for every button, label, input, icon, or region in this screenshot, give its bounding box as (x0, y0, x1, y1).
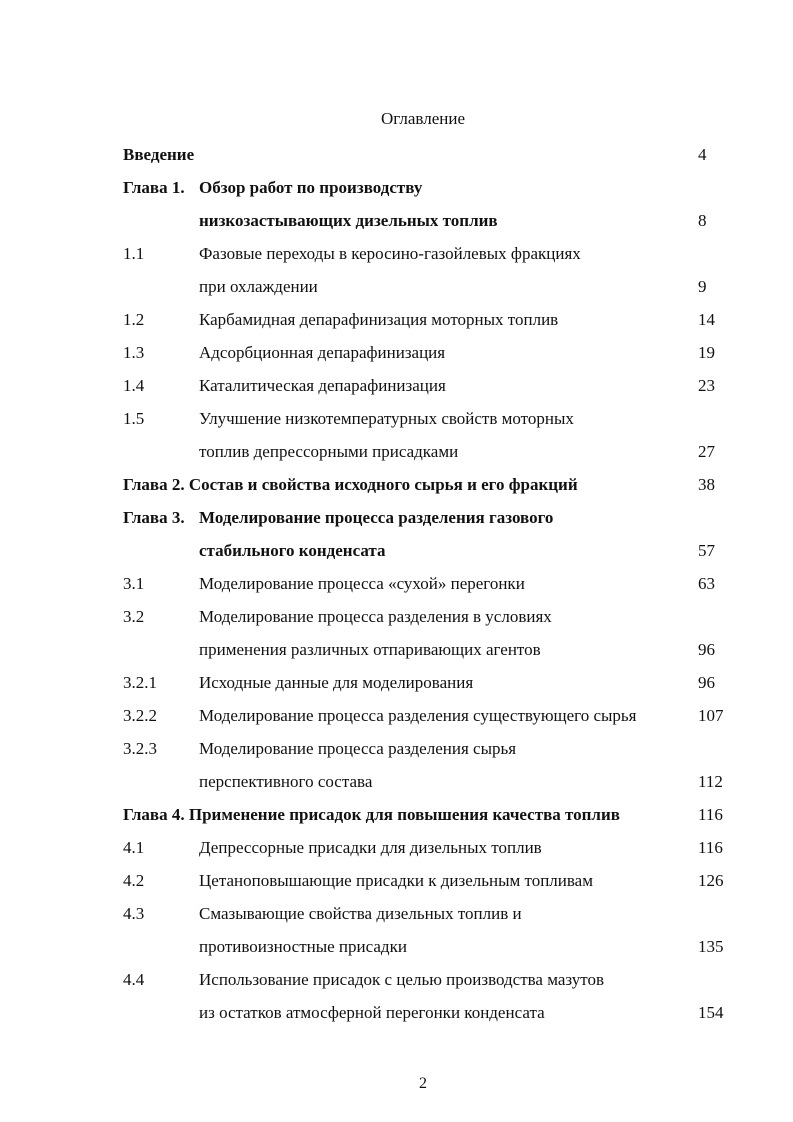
toc-section-4-2 (123, 864, 743, 897)
toc-section-1-5-cont (123, 435, 743, 468)
toc-chapter-title: Обзор работ по производству (199, 178, 423, 197)
toc-section-title: Моделирование процесса «сухой» перегонки (199, 574, 525, 593)
toc-section-number: 3.2 (123, 607, 145, 626)
toc-section-title-cont: применения различных отпаривающих агентов (199, 640, 541, 659)
toc-section-title: Карбамидная депарафинизация моторных топлив (199, 310, 559, 329)
toc-entry-page: 96 (698, 640, 715, 659)
page-number: 2 (419, 1075, 427, 1092)
toc-section-number: 1.3 (123, 343, 145, 362)
toc-section-number: 4.3 (123, 904, 145, 923)
toc-section-title: Фазовые переходы в керосино-газойлевых фракциях (199, 244, 581, 263)
toc-chapter-4 (123, 798, 743, 831)
toc-section-1-1 (123, 237, 743, 270)
toc-section-title: Исходные данные для моделирования (199, 673, 474, 692)
toc-section-title: Адсорбционная депарафинизация (199, 343, 446, 362)
toc-chapter-label: Глава 3. (123, 508, 185, 527)
toc-section-title-cont: противоизностные присадки (199, 937, 407, 956)
toc-entry-page: 27 (698, 442, 715, 461)
toc-section-title: Моделирование процесса разделения в условиях (199, 607, 552, 626)
toc-section-title: Использование присадок с целью производства мазутов (199, 970, 604, 989)
toc-entry-page: 38 (698, 475, 715, 494)
toc-section-1-5 (123, 402, 743, 435)
toc-section-title: Моделирование процесса разделения сырья (199, 739, 517, 758)
toc-section-number: 3.2.3 (123, 739, 157, 758)
toc-entry-page: 4 (698, 145, 707, 164)
toc-chapter-label: Глава 1. (123, 178, 185, 197)
toc-entry-page: 19 (698, 343, 715, 362)
toc-entry-page: 135 (698, 937, 724, 956)
toc-entry-text: Введение (123, 145, 195, 164)
toc-section-number: 4.4 (123, 970, 145, 989)
toc-entry-page: 126 (698, 871, 724, 890)
toc-section-4-3-cont (123, 930, 743, 963)
toc-entry-page: 107 (698, 706, 724, 725)
toc-entry-page: 63 (698, 574, 715, 593)
toc-section-3-1 (123, 567, 743, 600)
toc-section-title-cont: топлив депрессорными присадками (199, 442, 459, 461)
toc-section-title: Улучшение низкотемпературных свойств моторных (199, 409, 574, 428)
toc-entry-page: 96 (698, 673, 715, 692)
toc-chapter-3-cont (123, 534, 743, 567)
toc-chapter-title: Глава 4. Применение присадок для повышения качества топлив (123, 805, 620, 824)
toc-chapter-1 (123, 171, 743, 204)
toc-section-3-2-cont (123, 633, 743, 666)
toc-section-number: 3.2.1 (123, 673, 157, 692)
toc-section-title: Цетаноповышающие присадки к дизельным топливам (199, 871, 593, 890)
toc-chapter-title-cont: стабильного конденсата (199, 541, 386, 560)
toc-entry-page: 154 (698, 1003, 724, 1022)
toc-chapter-title-cont: низкозастывающих дизельных топлив (199, 211, 498, 230)
toc-section-title: Моделирование процесса разделения существующего сырья (199, 706, 637, 725)
toc-entry-page: 116 (698, 838, 723, 857)
toc-section-number: 1.2 (123, 310, 145, 329)
toc-section-1-1-cont (123, 270, 743, 303)
toc-section-title-cont: при охлаждении (199, 277, 318, 296)
toc-section-3-2-1 (123, 666, 743, 699)
toc-section-title: Депрессорные присадки для дизельных топлив (199, 838, 542, 857)
toc-chapter-title: Глава 2. Состав и свойства исходного сырья и его фракций (123, 475, 578, 494)
toc-section-1-3 (123, 336, 743, 369)
page-title: Оглавление (381, 109, 465, 128)
toc-chapter-2 (123, 468, 743, 501)
toc-section-number: 1.1 (123, 244, 145, 263)
toc-section-title: Каталитическая депарафинизация (199, 376, 446, 395)
toc-section-4-1 (123, 831, 743, 864)
toc-section-3-2-2 (123, 699, 743, 732)
toc-section-4-4 (123, 963, 743, 996)
toc-entry-page: 14 (698, 310, 715, 329)
toc-chapter-1-cont (123, 204, 743, 237)
toc-entry-page: 57 (698, 541, 715, 560)
toc-section-title: Смазывающие свойства дизельных топлив и (199, 904, 522, 923)
toc-section-number: 4.1 (123, 838, 145, 857)
toc-section-3-2 (123, 600, 743, 633)
toc-section-1-4 (123, 369, 743, 402)
toc-entry-page: 116 (698, 805, 723, 824)
toc-entry-page: 9 (698, 277, 707, 296)
toc-entry-page: 8 (698, 211, 707, 230)
toc-section-number: 4.2 (123, 871, 145, 890)
toc-section-title-cont: из остатков атмосферной перегонки конденсата (199, 1003, 545, 1022)
toc-section-4-3 (123, 897, 743, 930)
toc-chapter-title: Моделирование процесса разделения газового (199, 508, 554, 527)
toc-section-1-2 (123, 303, 743, 336)
toc-section-number: 3.2.2 (123, 706, 157, 725)
toc-entry-page: 23 (698, 376, 715, 395)
toc-section-3-2-3-cont (123, 765, 743, 798)
toc-entry-intro (123, 138, 743, 171)
toc-section-number: 3.1 (123, 574, 145, 593)
toc-section-3-2-3 (123, 732, 743, 765)
toc-section-number: 1.5 (123, 409, 145, 428)
toc-section-number: 1.4 (123, 376, 145, 395)
toc-section-4-4-cont (123, 996, 743, 1029)
toc-chapter-3 (123, 501, 743, 534)
table-of-contents (123, 138, 743, 1029)
toc-section-title-cont: перспективного состава (199, 772, 373, 791)
toc-entry-page: 112 (698, 772, 723, 791)
